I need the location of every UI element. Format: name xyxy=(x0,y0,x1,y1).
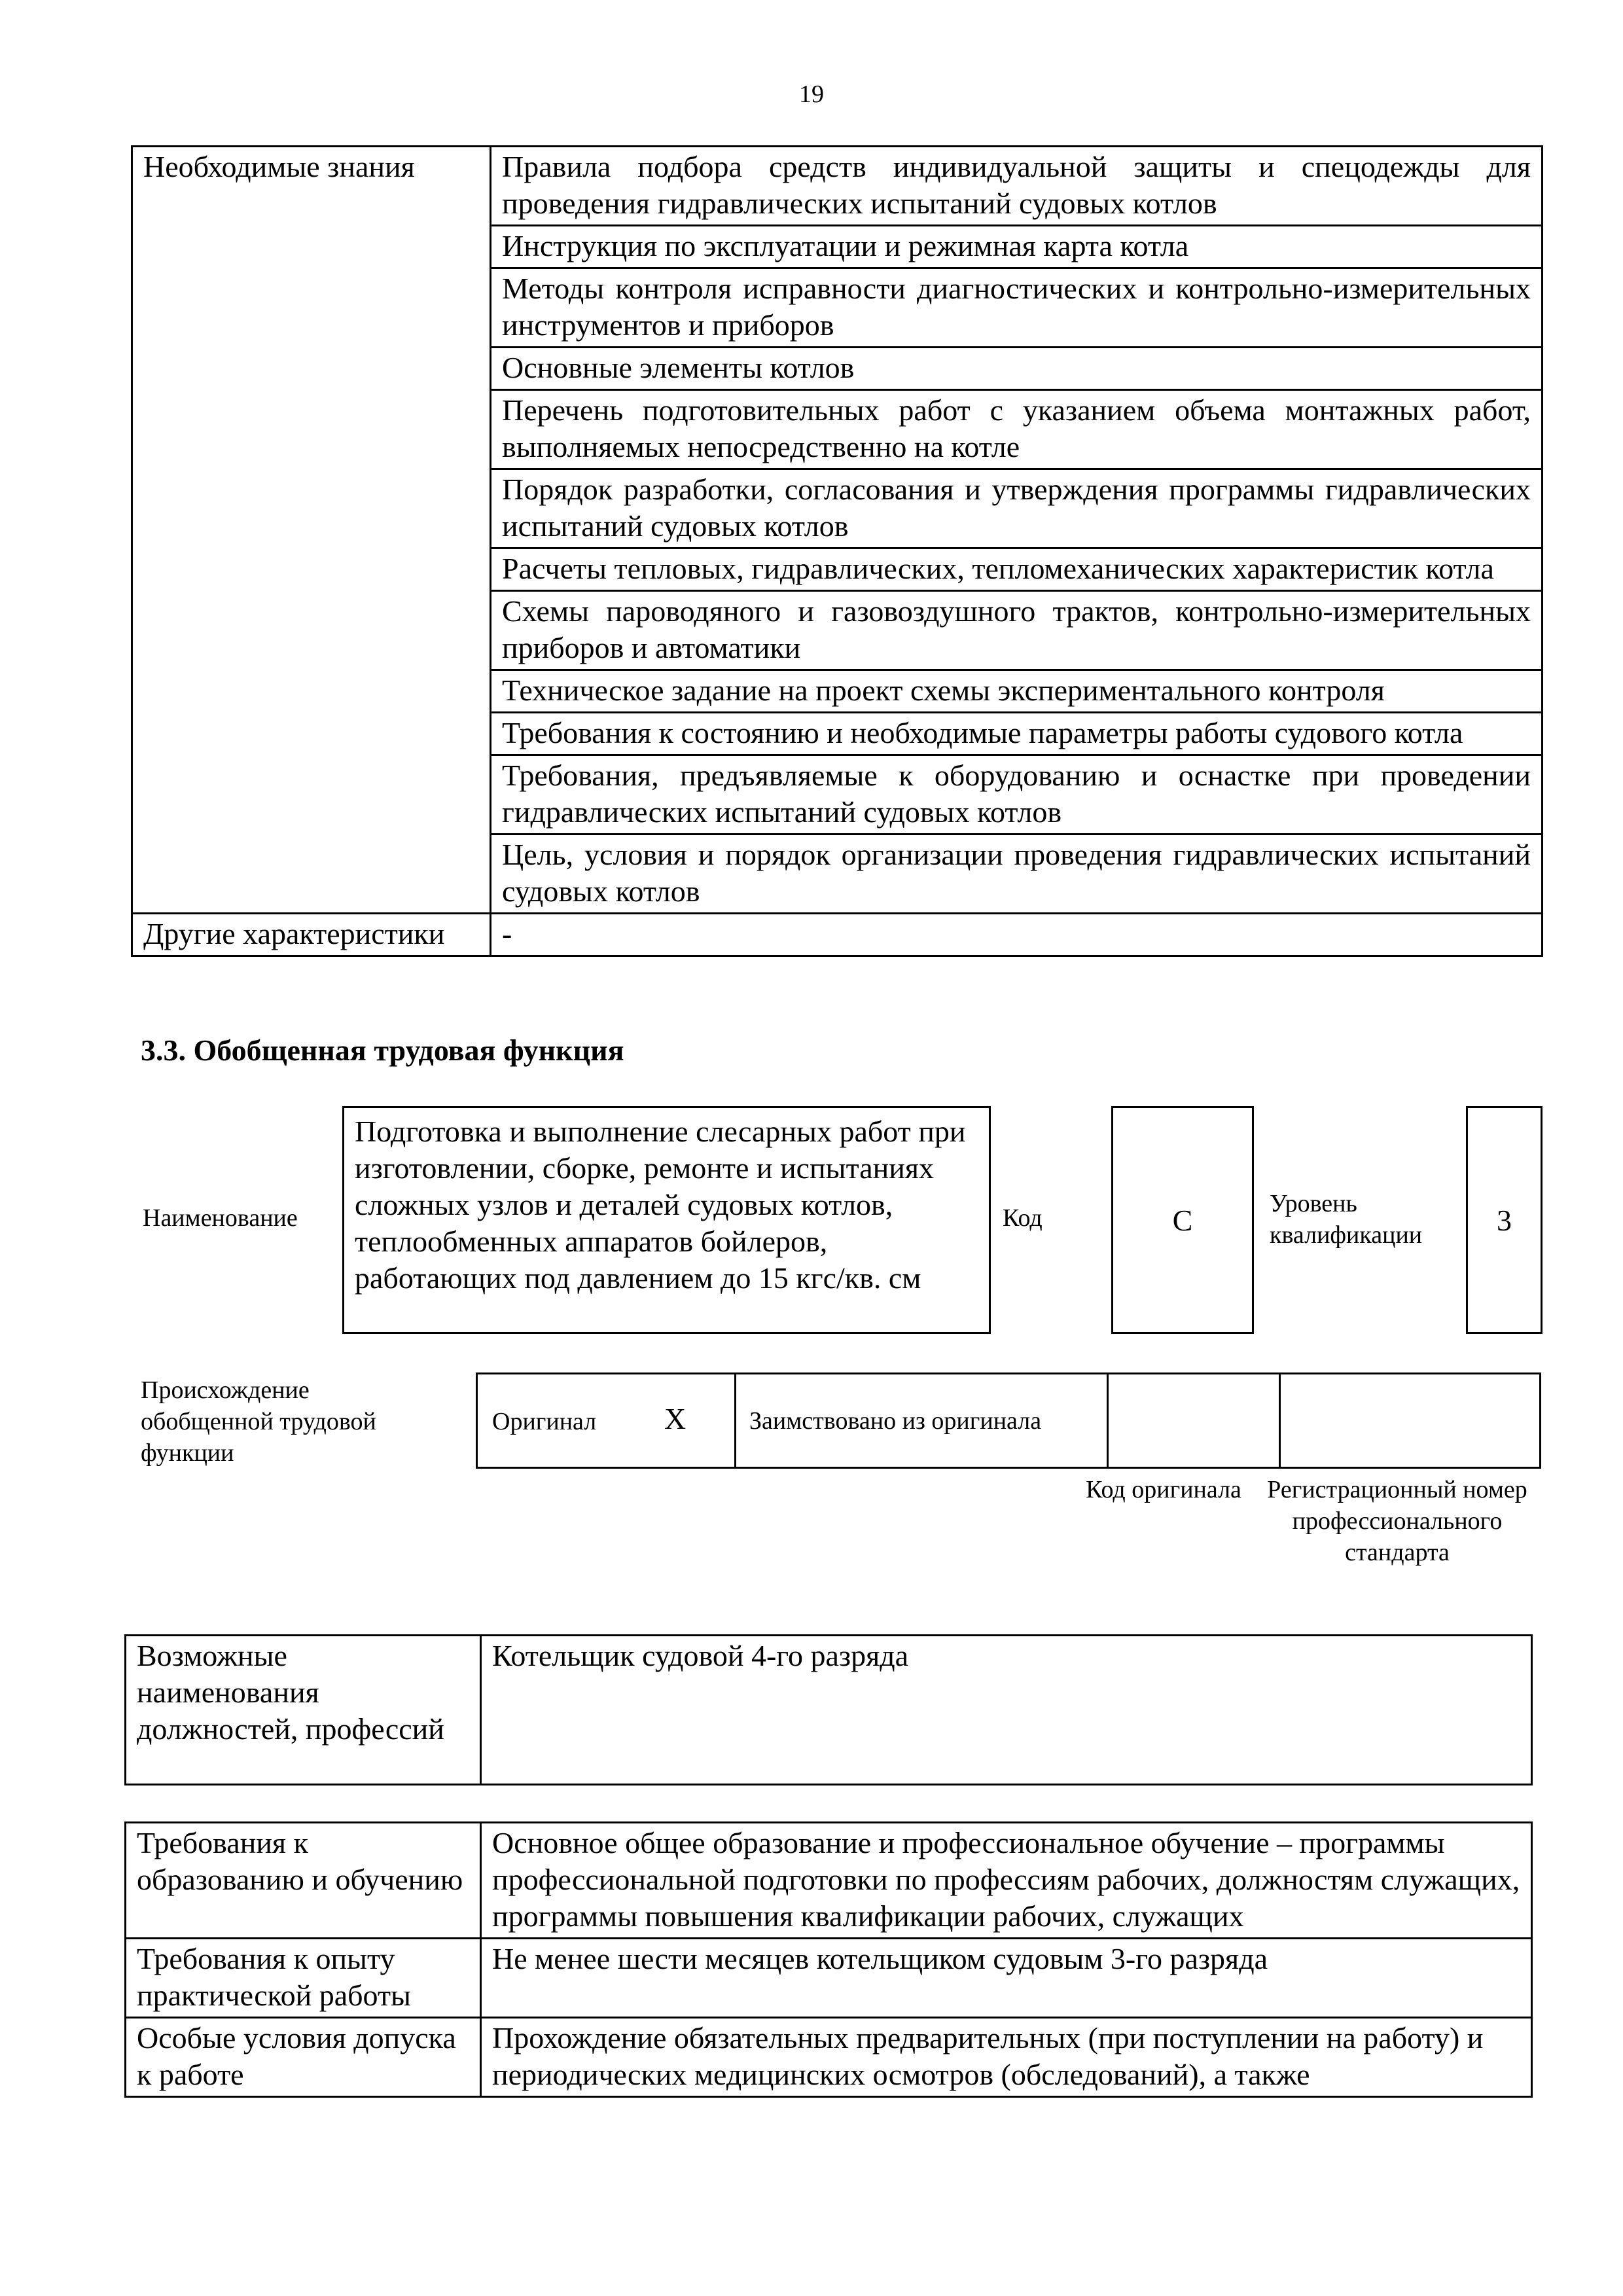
knowledge-item: Порядок разработки, согласования и утверждения программы гидравлических испытаний судовых котлов xyxy=(491,469,1543,548)
origin-label: Происхождение обобщенной трудовой функции xyxy=(141,1376,376,1467)
admission-value: Прохождение обязательных предварительных (при поступлении на работу) и периодических медицинских осмотров (обследований), а также xyxy=(481,2018,1532,2097)
knowledge-item: Техническое задание на проект схемы экспериментального контроля xyxy=(491,670,1543,713)
other-characteristics-label: Другие характеристики xyxy=(132,914,491,956)
page-number: 19 xyxy=(799,81,824,108)
knowledge-label: Необходимые знания xyxy=(132,147,491,914)
origin-original-cell xyxy=(477,1374,736,1468)
knowledge-item: Схемы пароводяного и газовоздушного трактов, контрольно-измерительных приборов и автоматики xyxy=(491,591,1543,670)
borrowed-label: Заимствовано из оригинала xyxy=(736,1374,1108,1468)
code-label: Код xyxy=(1003,1204,1043,1232)
table-row xyxy=(132,147,1543,226)
table-row xyxy=(126,1939,1532,2018)
original-label: Оригинал xyxy=(492,1408,597,1435)
experience-value: Не менее шести месяцев котельщиком судовым 3-го разряда xyxy=(481,1939,1532,2018)
admission-label: Особые условия допуска к работе xyxy=(126,2018,481,2097)
other-characteristics-value: - xyxy=(491,914,1543,956)
code-value: C xyxy=(1111,1106,1254,1334)
knowledge-item: Требования, предъявляемые к оборудованию и оснастке при проведении гидравлических испытаний судовых котлов xyxy=(491,755,1543,834)
positions-table xyxy=(124,1634,1533,1785)
table-row xyxy=(126,1823,1532,1939)
level-value: 3 xyxy=(1466,1106,1543,1334)
origin-reg-number-cell xyxy=(1280,1374,1541,1468)
knowledge-item: Перечень подготовительных работ с указанием объема монтажных работ, выполняемых непосредственно на котле xyxy=(491,390,1543,469)
origin-code-cell xyxy=(1108,1374,1280,1468)
origin-table xyxy=(476,1372,1541,1469)
knowledge-item: Инструкция по эксплуатации и режимная карта котла xyxy=(491,226,1543,268)
table-row xyxy=(132,914,1543,956)
experience-label: Требования к опыту практической работы xyxy=(126,1939,481,2018)
knowledge-item: Методы контроля исправности диагностических и контрольно-измерительных инструментов и приборов xyxy=(491,268,1543,348)
section-heading: 3.3. Обобщенная трудовая функция xyxy=(141,1033,624,1067)
knowledge-item: Цель, условия и порядок организации проведения гидравлических испытаний судовых котлов xyxy=(491,834,1543,914)
table-row xyxy=(126,1636,1532,1785)
knowledge-item: Основные элементы котлов xyxy=(491,348,1543,390)
name-label: Наименование xyxy=(143,1204,298,1232)
knowledge-item: Требования к состоянию и необходимые параметры работы судового котла xyxy=(491,713,1543,755)
knowledge-table xyxy=(131,145,1543,957)
table-row xyxy=(477,1374,1541,1468)
code-original-caption: Код оригинала xyxy=(1086,1476,1241,1503)
education-label: Требования к образованию и обучению xyxy=(126,1823,481,1939)
positions-value: Котельщик судовой 4-го разряда xyxy=(481,1636,1532,1785)
reg-number-caption: Регистрационный номер профессионального стандарта xyxy=(1267,1476,1527,1566)
level-label: Уровень квалификации xyxy=(1270,1190,1423,1249)
knowledge-item: Расчеты тепловых, гидравлических, тепломеханических характеристик котла xyxy=(491,548,1543,591)
positions-label: Возможные наименования должностей, профессий xyxy=(126,1636,481,1785)
table-row xyxy=(126,2018,1532,2097)
original-mark: X xyxy=(664,1402,687,1435)
requirements-table xyxy=(124,1821,1533,2098)
education-value: Основное общее образование и профессиональное обучение – программы профессиональной подготовки по профессиям рабочих, должностям служащих, программы повышения квалификации рабочих, служащих xyxy=(481,1823,1532,1939)
knowledge-item: Правила подбора средств индивидуальной защиты и спецодежды для проведения гидравлических испытаний судовых котлов xyxy=(491,147,1543,226)
function-name-value: Подготовка и выполнение слесарных работ при изготовлении, сборке, ремонте и испытаниях сложных узлов и деталей судовых котлов, теплообменных аппаратов бойлеров, работающих под давлением до 15 кгс/кв. см xyxy=(342,1106,991,1334)
